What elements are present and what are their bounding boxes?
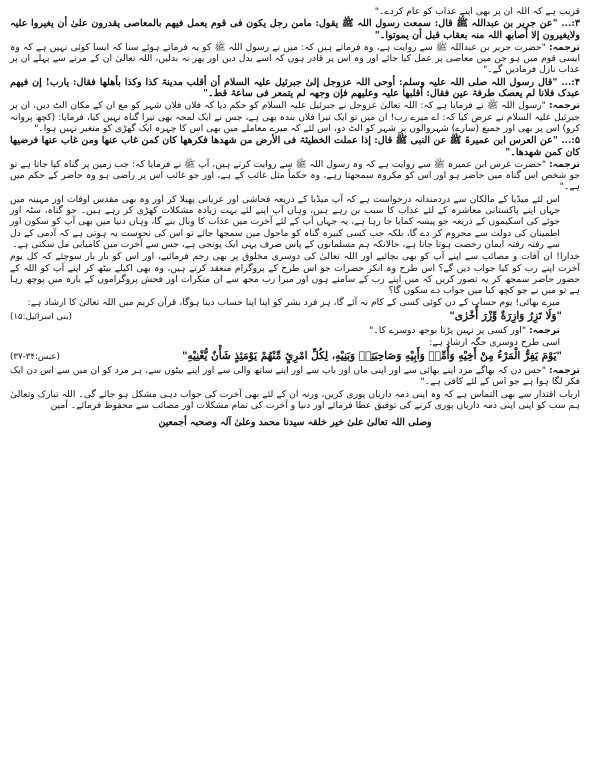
body-paragraph: اس لئے میڈیا کے مالکان سے دردمندانہ درخواست ہے کہ آپ میڈیا کے ذریعہ فحاشی اور عریانی پھیلا کر اور وہ بھی مقدس اوقات اور مہینہ میں جہاں اپنے پاکستانی معاشرہ کے لئے عذاب کا سبب بن رہے ہیں، وہاں آپ اپنے لئے بہت زیادہ مشکلات کھڑی کر رہے ہیں۔ جو گناہ، سٹہ اور جوئے کی اسکیموں کے ذریعہ جو پیسہ کمایا جا رہا ہے، یہ جہاں آپ کے لئے آخرت میں عذاب کا وبال بنے گا، وہاں دنیا میں بھی آپ کو سکون اور اطمینان کی دولت سے محروم کر دے گا، بلکہ جب کسی کبیرہ گناہ کو ماحول میں سمجھا جائے تو اس کی نحوست یہ ہوتی ہے کہ آدمی کے دل سے رفتہ رفتہ ایمان رخصت ہوتا جاتا ہے، حالانکہ ہم مسلمانوں کے پاس صرف یہی ایک پونجی ہے، جس سے آخرت میں کامیابی مل سکتی ہے۔ (10, 193, 560, 250)
hadith-arabic-text: بالمعاصی یقدرون علیٰ أن یغیروا علیہ ولایغیرون إلا أصابھ اللہ منہ بعقاب قبل أن یموتوا۔" (10, 18, 580, 41)
paragraph-line: قریب ہے کہ اللہ ان پر بھی اپنے عذاب کو عام کردے۔" (374, 6, 580, 17)
translation-paragraph (10, 365, 580, 388)
translation-text: "اور کسی پر نہیں پڑتا بوجھ دوسرے کا۔" (369, 325, 527, 337)
hadith-3 (10, 18, 580, 41)
body-paragraph: اسی طرح دوسری جگہ ارشاد ہے: (429, 337, 560, 349)
hadith-arabic-text: "عن جریر بن عبداللہ ﷺ قال: سمعت رسول اللہ ﷺ یقول: مامن رجل یکون فی قوم یعمل فیھم (165, 18, 558, 30)
body-paragraph: خدارا! ان آفات و مصائب سے اپنے آپ کو بھی بچائیے اور اللہ تعالیٰ کی دوسری مخلوق پر بھی رحم فرمائیے، اور اس کو بار بار سوچئے کہ کل یوم آخرت اپنے رب کو کیا جواب دیں گے؟ اس طرح وہ انکر حضرات جو اس طرح کے پروگرام منعقد کرتے ہیں، وہ بھی اکیلے بیٹھ کر اپنے آپ کو اللہ کے حضور حاضر سمجھ کر یہ تصور کریں کہ میں اپنے رب کے سامنے ہوں اور میرا رب مجھ سے ان منکرات اور فحش پروگراموں کے بارہ میں پوچھ رہا ہے تو میں نے جو کچھ کیا میں جواب دے سکوں گا؟ (10, 251, 580, 297)
translation-label: ترجمہ: (549, 364, 581, 376)
translation-paragraph (10, 100, 580, 134)
body-paragraph: میرے بھائی! یوم حساب کے دن کوئی کسی کے کام نہ آئے گا، ہر فرد بشر کو اپنا اپنا حساب دینا ہوگا، قرآن کریم میں اللہ تعالیٰ کا ارشاد ہے: (27, 297, 560, 309)
quran-verse-row (10, 351, 580, 363)
hadith-arabic-text: "عن العرس ابن عمیرۃ ﷺ عن النبی ﷺ قال: إذا عملت الخطیئۃ فی الأرض من شھدھا فکرھھا کان کمن غاب عنھا ومن غاب عنھا فرضیھا کان کمن شھدھا۔" (10, 135, 580, 158)
translation-paragraph (10, 159, 580, 193)
hadith-number: ۴:... (561, 76, 580, 88)
translation-label: ترجمہ: (549, 158, 581, 170)
translation-label: ترجمہ: (528, 325, 560, 337)
translation-paragraph (10, 42, 580, 76)
hadith-number: ۵:... (561, 135, 580, 147)
translation-text: "رسول اللہ ﷺ نے فرمایا ہے کہ: اللہ تعالیٰ عزوجل نے جبرئیل علیہ السلام کو حکم دیا کہ فلاں فلاں شہر کو مع ان کے مکان الٹ دیں، ان پر جبرئیل علیہ السلام نے عرض کیا کہ: اے میرے رب! ان میں تو ایک تیرا فلاں بندہ بھی ہے، جس نے ایک لمحہ بھی تیرا گناہ نہیں کیا، فرمایا: (کچھ پروانہ کرو) اس پر بھی اور جمیع (سارے) شہروالوں پر شہر کو الٹ دو، اس لئے کہ میرے معاملے میں بھی اس کا چہرہ ایک گھڑی کو متغیر نہیں ہوا۔" (10, 100, 580, 134)
hadith-4 (10, 77, 580, 100)
translation-label: ترجمہ: (548, 41, 580, 53)
quran-verse: "وَلَا تَزِرُ وَازِرَةٌ وِّزْرَ أُخْرٰى" (449, 309, 562, 322)
hadith-5 (10, 135, 580, 158)
quran-verse: "یَوْمَ یَفِرُّ الْمَرْءُ مِنْ أَخِیْهِ وَأُمِّهٖ وَأَبِیْهِ وَصَاحِبَتِهٖ وَبَنِیْهِ، لِكُلِّ امْرِئٍ مِّنْهُمْ یَوْمَئِذٍ شَأْنٌ یُّغْنِیْهِ" (181, 349, 562, 362)
hadith-number: ۳:... (561, 18, 581, 30)
translation-label: ترجمہ: (549, 100, 581, 112)
quran-verse-row (10, 311, 580, 323)
translation-text: "حضرت جریر بن عبداللہ ﷺ سے روایت ہے، وہ فرماتے ہیں کہ: میں نے رسول اللہ ﷺ کو یہ فرماتے ہوئے سنا کہ ایسا کوئی نہیں ہے کہ وہ ایسی قوم میں ہو جن میں معاصی پر عمل کیا جائے اور وہ اس پر قادر ہوں کہ اسے بدل دیں اور پھر نہ بدلیں، اللہ تعالیٰ ان کے مرنے سے پہلے ان پر عذاب نازل فرمادیں گے۔" (10, 41, 580, 76)
verse-reference: (عبس:۳۴-۳۷) (10, 351, 60, 362)
closing-salutation: وصلی اللہ تعالیٰ علیٰ خیر خلقہ سیدنا محمد وعلیٰ آلہ وصحبہ أجمعین (158, 417, 432, 429)
hadith-arabic-text: "قال رسول اللہ صلی اللہ علیہ وسلم: أوحی اللہ عزوجل إلیٰ جبرئیل علیہ السلام أن أقلب مدینۃ کذا وکذا بأھلھا فقال: یارب! إن فیھم عبدک فلانا لم یعصک طرفۃ عین فقال: أقلبھا علیہ وعلیھم فإن وجھہ لم یتمعر فی ساعۃ قط۔" (10, 76, 580, 100)
translation-paragraph (10, 325, 580, 336)
verse-reference: (بنی اسرائیل:۱۵) (10, 311, 72, 322)
body-paragraph: ارباب اقتدار سے بھی التماس ہے کہ وہ اپنی ذمہ داریاں پوری کریں، ورنہ ان کے لئے بھی آخرت کی جواب دہی مشکل ہو جائے گی۔ اللہ تبارک وتعالیٰ ہم سب کو اپنی اپنی ذمہ داریاں پوری کرنے کی توفیق عطا فرمائے اور دنیا و آخرت کی تمام مشکلات اور مصائب سے محفوظ فرمائے۔ آمین (10, 388, 580, 411)
translation-text: "جس دن کہ بھاگے مرد اپنے بھائی سے اور اپنی ماں اور باپ سے اور اپنے ساتھ والی سے اور اپنے بیٹوں سے، ہر مرد کو ان میں سے اس دن ایک فکر لگا ہوا ہے جو اس کے لئے کافی ہے۔" (10, 364, 580, 388)
translation-text: "حضرت عرس ابن عمیرہ ﷺ سے روایت ہے کہ وہ رسول اللہ ﷺ سے روایت کرتے ہیں، آپ ﷺ نے فرمایا کہ: جب زمین پر گناہ کیا جاتا ہے تو جو شخص اس گناہ میں حاضر ہو اور اس کو مکروہ سمجھتا رہے، وہ حکماً مثل غائب کے ہے، اور جو غائب اس پر راضی ہو وہ حاضر کے حکم میں ہے۔" (10, 158, 580, 193)
